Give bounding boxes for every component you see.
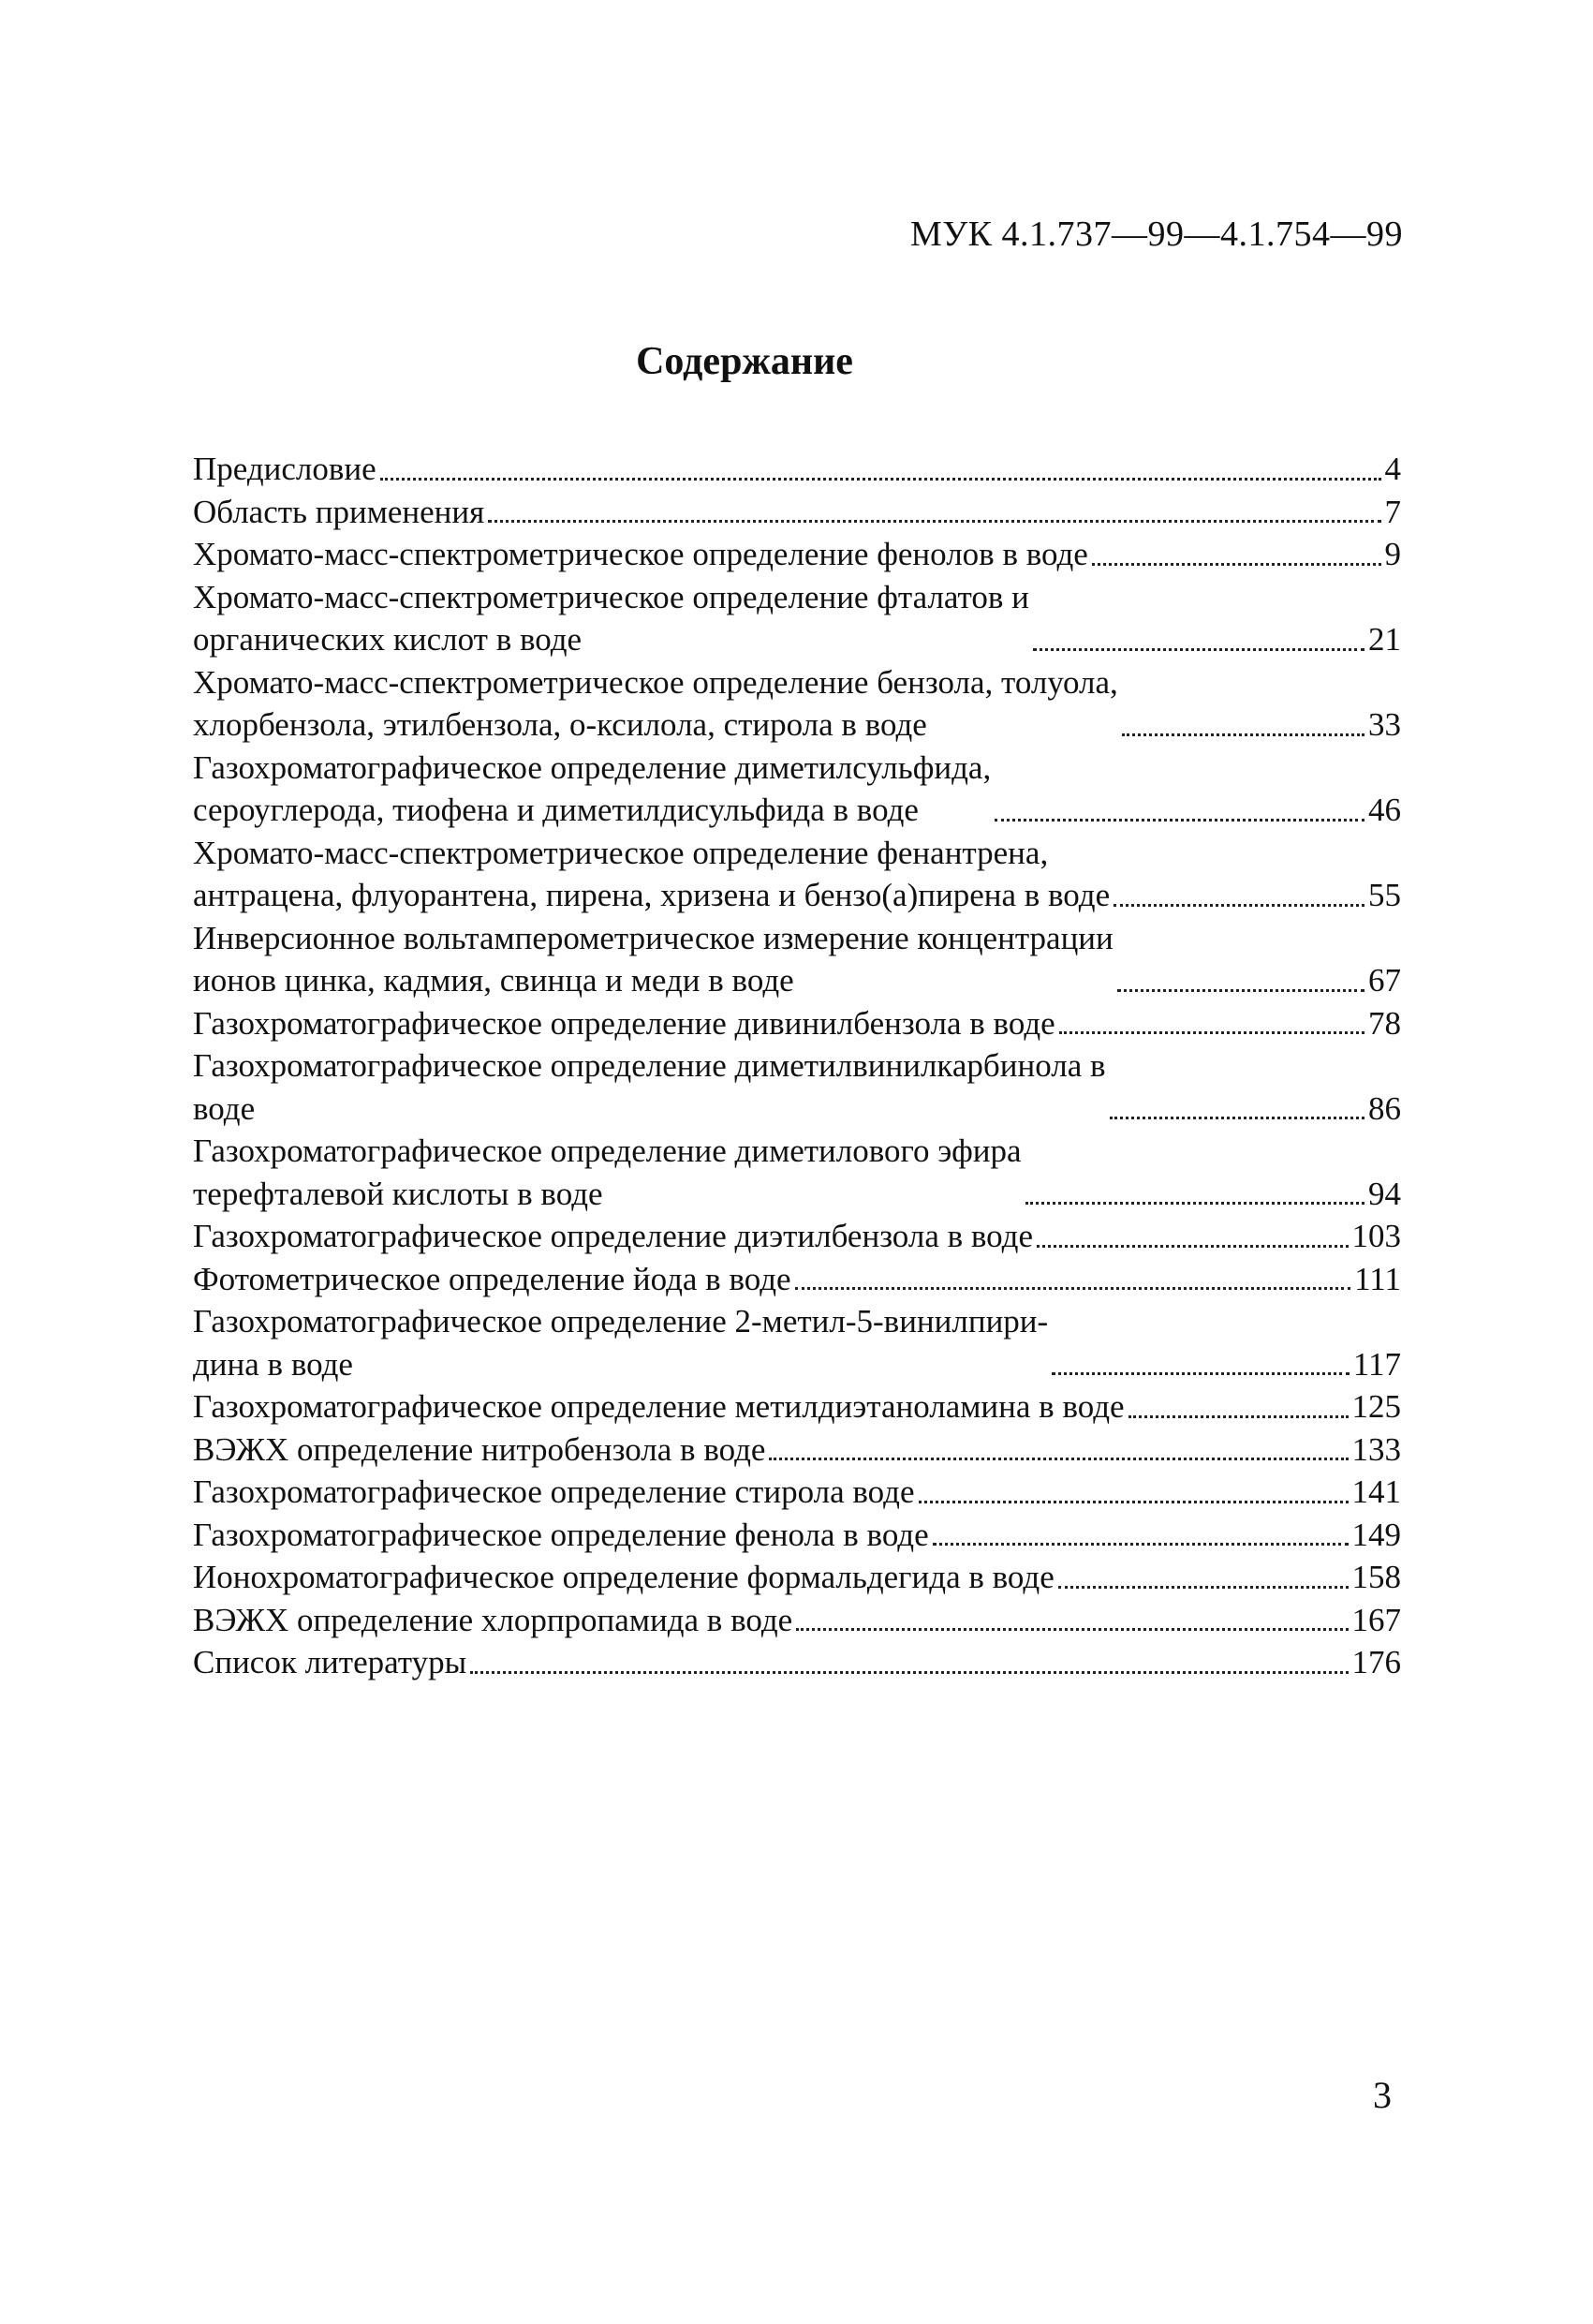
toc-dot-leader [1128,1415,1349,1418]
toc-entry-title [193,533,1088,576]
toc-entry [193,1258,1401,1301]
toc-dot-leader [1052,1372,1350,1375]
toc-entry-page: 33 [1368,706,1401,743]
toc-entry-title-line: Список литературы [193,1644,467,1680]
toc-entry-title-line: Газохроматографическое определение диметилвинилкарбинола в [193,1047,1106,1084]
toc-entry-title [193,1428,765,1472]
toc-entry-title-continuation: сероуглерода, тиофена и диметилдисульфида в воде [193,792,919,828]
toc-entry [193,1130,1401,1215]
toc-entry [193,832,1401,917]
toc-entry [193,1641,1401,1684]
toc-entry-title [193,661,1118,747]
toc-entry-title [193,491,484,534]
toc-entry-page: 125 [1351,1388,1401,1425]
toc-entry-title-line: Ионохроматографическое определение формальдегида в воде [193,1559,1055,1595]
toc-entry-title-continuation: хлорбензола, этилбензола, о-ксилола, стирола в воде [193,706,927,743]
toc-entry-title-line: Область применения [193,493,485,530]
toc-entry-page: 133 [1351,1430,1401,1468]
toc-entry [193,747,1401,832]
toc-entry [193,1002,1401,1045]
toc-dot-leader [796,1628,1348,1631]
toc-entry-title [193,1002,1055,1045]
toc-entry-page: 86 [1368,1089,1401,1127]
toc-entry-title-line: Хромато-масс-спектрометрическое определение фталатов и [193,578,1029,615]
toc-entry-page: 9 [1384,536,1401,572]
toc-entry-page: 111 [1354,1260,1401,1297]
toc-dot-leader [1110,1117,1364,1119]
toc-entry-title [193,1385,1125,1428]
toc-dot-leader [795,1287,1351,1290]
toc-dot-leader [1037,1245,1349,1248]
toc-entry [193,1215,1401,1258]
toc-entry [193,448,1401,491]
toc-entry [193,661,1401,747]
toc-entry-title-continuation: органических кислот в воде [193,621,583,658]
toc-entry-title [193,747,991,832]
toc-entry-title-line: Газохроматографическое определение дивинилбензола в воде [193,1004,1055,1042]
toc-entry-title [193,1556,1055,1599]
toc-entry [193,1300,1401,1385]
toc-entry [193,1044,1401,1130]
toc-entry-title-line: Газохроматографическое определение диметилового эфира [193,1132,1022,1169]
toc-dot-leader [1033,648,1364,651]
toc-entry-page: 46 [1368,792,1401,828]
toc-entry-title-line: ВЭЖХ определение нитробензола в воде [193,1430,766,1468]
toc-entry-title-continuation: антрацена, флуорантена, пирена, хризена и бензо(а)пирена в воде [193,877,1111,913]
toc-entry-page: 149 [1351,1516,1401,1553]
toc-entry-title-line: Хромато-масс-спектрометрическое определение фенантрена, [193,834,1049,871]
toc-entry-title-line: Хромато-масс-спектрометрическое определение бензола, толуола, [193,663,1118,701]
toc-entry [193,917,1401,1002]
toc-entry-title-continuation: воде [193,1089,256,1127]
toc-entry-page: 103 [1351,1218,1401,1254]
toc-entry-title-line: Газохроматографическое определение стирола воде [193,1473,915,1510]
toc-entry-page: 158 [1351,1559,1401,1595]
toc-dot-leader [1122,733,1364,736]
toc-dot-leader [1025,1202,1364,1205]
toc-entry-title [193,1300,1048,1385]
toc-dot-leader [470,1671,1348,1674]
toc-entry-title-continuation: дина в воде [193,1345,353,1383]
toc-dot-leader [933,1543,1349,1546]
toc-entry-title-continuation: терефталевой кислоты в воде [193,1175,603,1212]
toc-dot-leader [380,478,1381,481]
toc-entry-page: 94 [1368,1175,1401,1212]
toc-entry-title-line: Фотометрическое определение йода в воде [193,1260,791,1297]
toc-entry [193,1385,1401,1428]
toc-entry-page: 78 [1368,1004,1401,1042]
toc-entry-title [193,576,1029,661]
toc-entry-page: 141 [1351,1473,1401,1510]
toc-entry-title-line: Газохроматографическое определение метилдиэтаноламина в воде [193,1388,1125,1425]
toc-entry-page: 4 [1384,451,1401,487]
toc-entry-title-continuation: ионов цинка, кадмия, свинца и меди в воде [193,962,794,999]
toc-entry [193,1514,1401,1557]
toc-dot-leader [488,520,1380,523]
toc-dot-leader [1059,1031,1364,1034]
toc-entry [193,1599,1401,1642]
toc-entry [193,1428,1401,1472]
toc-entry-title [193,1471,915,1514]
toc-entry-title [193,1514,929,1557]
toc-entry-title [193,832,1110,917]
toc-dot-leader [919,1501,1349,1503]
toc-dot-leader [1117,989,1364,992]
toc-entry-page: 55 [1368,877,1401,913]
toc-entry-title [193,1044,1106,1130]
toc-entry [193,491,1401,534]
toc-dot-leader [1058,1586,1349,1589]
toc-entry [193,533,1401,576]
toc-entry-title [193,1215,1033,1258]
toc-entry-title-line: Инверсионное вольтамперометрическое измерение концентрации [193,919,1114,956]
toc-heading: Содержание [636,340,853,383]
toc-entry-page: 67 [1368,962,1401,999]
toc-entry-title-line: Газохроматографическое определение диэтилбензола в воде [193,1218,1033,1254]
toc-entry-title [193,917,1114,1002]
toc-entry-page: 117 [1352,1345,1401,1383]
toc-entry-title-line: Газохроматографическое определение фенола в воде [193,1516,929,1553]
toc-entry-title [193,1599,792,1642]
table-of-contents [193,448,1401,1684]
toc-entry-title-line: ВЭЖХ определение хлорпропамида в воде [193,1601,793,1638]
toc-entry-title [193,448,376,491]
document-code: МУК 4.1.737—99—4.1.754—99 [909,215,1403,254]
toc-dot-leader [1114,904,1364,907]
page-number: 3 [1373,2074,1392,2116]
toc-entry-title-line: Предисловие [193,451,376,487]
toc-entry [193,576,1401,661]
toc-entry [193,1471,1401,1514]
toc-entry-page: 167 [1351,1601,1401,1638]
toc-entry [193,1556,1401,1599]
toc-entry-title-line: Хромато-масс-спектрометрическое определение фенолов в воде [193,536,1088,572]
toc-entry-title-line: Газохроматографическое определение 2-метил-5-винилпири- [193,1303,1049,1340]
toc-dot-leader [769,1458,1348,1460]
toc-entry-title [193,1258,791,1301]
toc-dot-leader [995,819,1364,822]
toc-entry-page: 21 [1368,621,1401,658]
toc-entry-title-line: Газохроматографическое определение диметилсульфида, [193,748,992,786]
toc-entry-page: 7 [1384,493,1401,530]
toc-entry-page: 176 [1351,1644,1401,1680]
toc-entry-title [193,1641,466,1684]
toc-dot-leader [1092,563,1381,566]
toc-entry-title [193,1130,1022,1215]
